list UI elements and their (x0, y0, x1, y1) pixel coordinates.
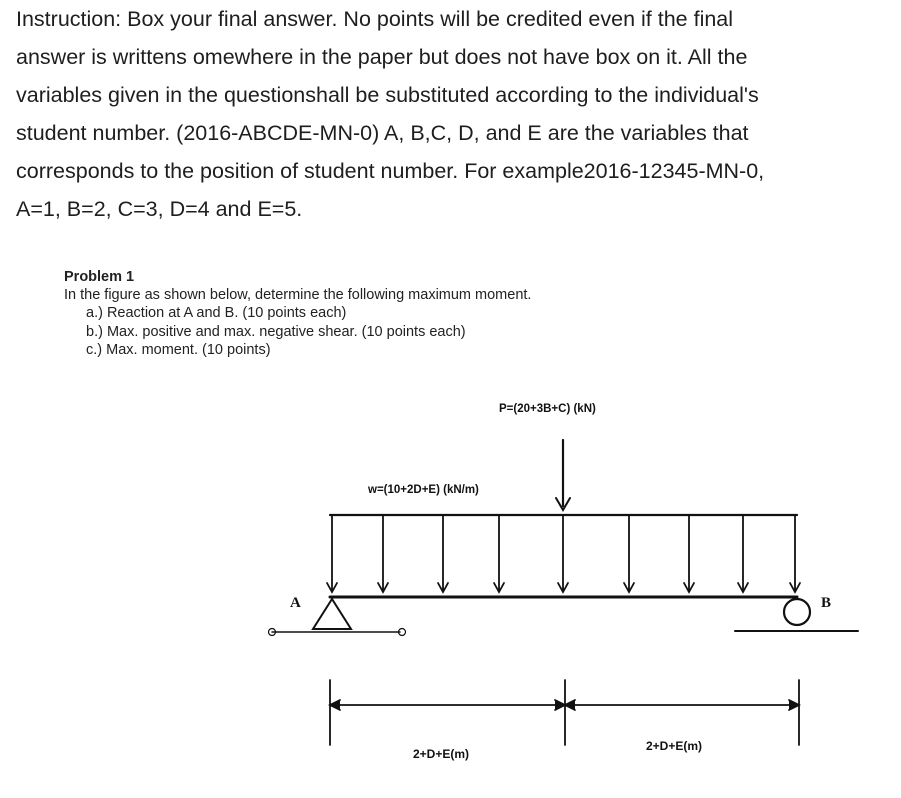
problem-statement: In the figure as shown below, determine the following maximum moment. (64, 287, 532, 304)
problem-item-b: b.) Max. positive and max. negative shear. (10 points each) (86, 323, 466, 340)
problem-item-c: c.) Max. moment. (10 points) (86, 341, 271, 358)
span2-label: 2+D+E(m) (646, 739, 703, 753)
instruction-line: student number. (2016-ABCDE-MN-0) A, B,C, D, and E are the variables that (16, 121, 749, 145)
instruction-line: A=1, B=2, C=3, D=4 and E=5. (16, 197, 303, 221)
distributed-load (327, 515, 800, 592)
instruction-line: Instruction: Box your final answer. No points will be credited even if the final (16, 7, 734, 31)
support-b-label: B (821, 595, 832, 611)
problem-item-a: a.) Reaction at A and B. (10 points each) (86, 305, 347, 322)
roller-support-b (735, 599, 858, 631)
instruction-line: corresponds to the position of student number. For example2016-12345-MN-0, (16, 159, 765, 183)
support-a-label: A (290, 595, 301, 611)
instruction-line: variables given in the questionshall be substituted according to the individual's (16, 83, 759, 107)
distributed-load-label: w=(10+2D+E) (kN/m) (368, 484, 479, 496)
problem-title: Problem 1 (64, 269, 135, 285)
point-load-arrow (556, 440, 570, 510)
point-load-label: P=(20+3B+C) (kN) (499, 403, 596, 415)
span1-label: 2+D+E(m) (413, 747, 470, 761)
dimension-lines (330, 680, 799, 745)
instruction-line: answer is writtens omewhere in the paper but does not have box on it. All the (16, 45, 748, 69)
